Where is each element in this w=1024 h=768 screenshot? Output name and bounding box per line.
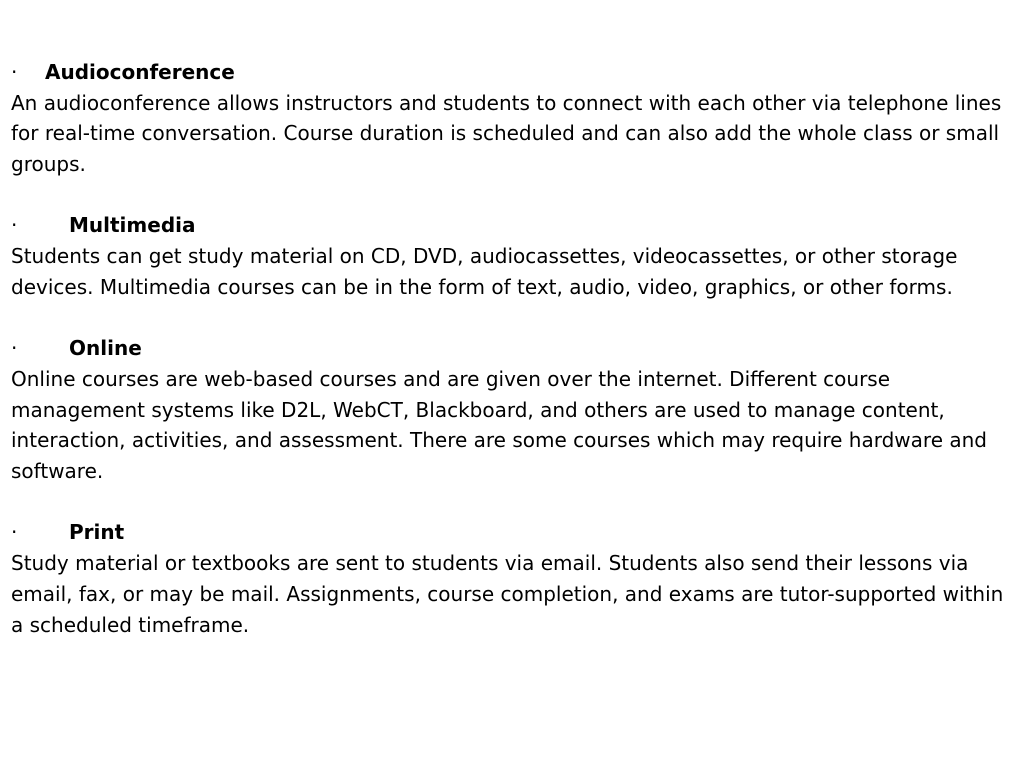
body-audioconference: An audioconference allows instructors and students to connect with each other via telephone lines for real-time conversation. Course duration is scheduled and can also add the whole class or small groups. — [11, 90, 1002, 177]
section-online — [11, 333, 1016, 487]
bullet-dot-icon: · — [11, 60, 18, 84]
bullet-dot-icon: · — [11, 336, 18, 361]
section-multimedia — [11, 210, 1016, 302]
body-multimedia: Students can get study material on CD, DVD, audiocassettes, videocassettes, or other storage devices. Multimedia courses can be in the form of text, audio, video, graphics, or other forms. — [11, 244, 958, 299]
spacer — [11, 180, 1016, 211]
heading-print: Print — [69, 520, 125, 545]
bullet-dot-icon: · — [11, 520, 18, 545]
section-heading — [11, 57, 1016, 88]
section-heading — [11, 333, 1016, 364]
heading-multimedia: Multimedia — [69, 213, 196, 238]
heading-online: Online — [69, 336, 142, 361]
body-online: Online courses are web-based courses and are given over the internet. Different course management systems like D2L, WebCT, Blackboard, and others are used to manage content, interaction, activities, and assessment. There are some courses which may require hardware and software. — [11, 366, 987, 484]
slide-content — [11, 57, 1016, 640]
section-print — [11, 517, 1016, 640]
section-heading — [11, 210, 1016, 241]
section-audioconference — [11, 57, 1016, 180]
section-heading — [11, 517, 1016, 548]
spacer — [11, 487, 1016, 518]
bullet-dot-icon: · — [11, 213, 18, 238]
spacer — [11, 303, 1016, 334]
heading-audioconference: Audioconference — [45, 60, 235, 84]
body-print: Study material or textbooks are sent to students via email. Students also send their lessons via email, fax, or may be mail. Assignments, course completion, and exams are tutor-supported within a scheduled timeframe. — [11, 551, 1004, 637]
